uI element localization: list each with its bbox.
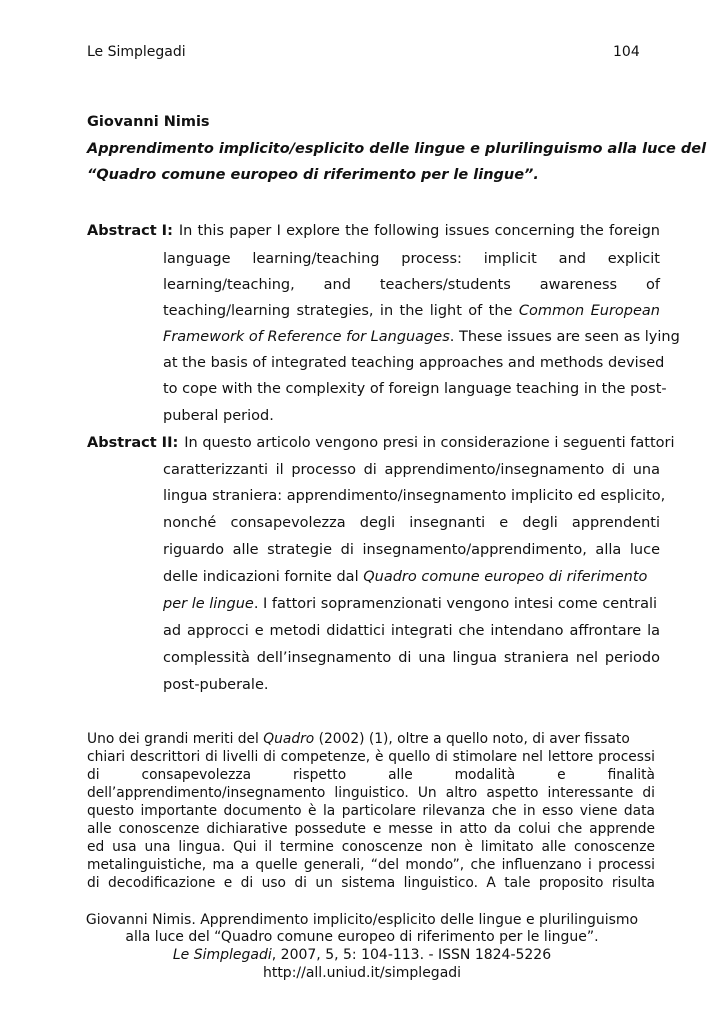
author-name: Giovanni Nimis [87, 114, 210, 130]
citation-journal: Le Simplegadi [172, 947, 272, 963]
body-line: dell’apprendimento/insegnamento linguistico. Un altro aspetto interessante di [87, 785, 655, 801]
title-line: “Quadro comune europeo di riferimento per le lingue”. [87, 167, 539, 183]
running-header-journal: Le Simplegadi [87, 44, 186, 60]
abstract-line: caratterizzanti il processo di apprendimento/insegnamento di una [163, 462, 660, 478]
citation-line: Giovanni Nimis. Apprendimento implicito/esplicito delle lingue e plurilinguismo [85, 912, 639, 928]
abstract-line: puberal period. [163, 408, 274, 424]
body-line: metalinguistiche, ma a quelle generali, “del mondo”, che influenzano i processi [87, 857, 655, 873]
abstract-line: In questo articolo vengono presi in considerazione i seguenti fattori [184, 435, 675, 451]
abstract-line: ad approcci e metodi didattici integrati che intendano affrontare la [163, 623, 660, 639]
page-number: 104 [613, 44, 640, 60]
journal-url-link[interactable]: http://all.uniud.it/simplegadi [262, 965, 462, 981]
abstract-line: nonché consapevolezza degli insegnanti e degli apprendenti [163, 515, 660, 531]
body-line: chiari descrittori di livelli di competenze, è quello di stimolare nel lettore processi [87, 749, 655, 765]
abstract-line: lingua straniera: apprendimento/insegnamento implicito ed esplicito, [163, 488, 666, 504]
body-line: ed usa una lingua. Qui il termine conoscenze non è limitato alle conoscenze [87, 839, 655, 855]
abstract-line: post-puberale. [163, 677, 269, 693]
abstract-line: at the basis of integrated teaching approaches and methods devised [163, 355, 665, 371]
abstract-label: Abstract I: [87, 223, 173, 239]
body-line: Uno dei grandi meriti del Quadro (2002) (1), oltre a quello noto, di aver fissato [87, 731, 630, 747]
abstract-line: learning/teaching, and teachers/students awareness of [163, 277, 660, 293]
abstract-line: teaching/learning strategies, in the light of the Common European [163, 303, 660, 319]
abstract-line: language learning/teaching process: implicit and explicit [163, 251, 660, 267]
abstract-line: delle indicazioni fornite dal Quadro comune europeo di riferimento [163, 569, 648, 585]
body-line: di consapevolezza rispetto alle modalità e finalità [87, 767, 655, 783]
citation-line: alla luce del “Quadro comune europeo di riferimento per le lingue”. [125, 929, 599, 945]
body-line: di decodificazione e di uso di un sistema linguistico. A tale proposito risulta [87, 875, 655, 891]
abstract-line: complessità dell’insegnamento di una lingua straniera nel periodo [163, 650, 660, 666]
citation-line: Le Simplegadi, 2007, 5, 5: 104-113. - ISSN 1824-5226 [172, 947, 552, 963]
title-line: Apprendimento implicito/esplicito delle lingue e plurilinguismo alla luce del [87, 141, 707, 157]
abstract-line: Framework of Reference for Languages. These issues are seen as lying [163, 329, 680, 345]
abstract-label: Abstract II: [87, 435, 179, 451]
abstract-line: to cope with the complexity of foreign language teaching in the post- [163, 381, 667, 397]
abstract-line: riguardo alle strategie di insegnamento/apprendimento, alla luce [163, 542, 660, 558]
abstract-line: per le lingue. I fattori sopramenzionati vengono intesi come centrali [163, 596, 658, 612]
body-line: questo importante documento è la particolare rilevanza che in esso viene data [87, 803, 655, 819]
abstract-line: In this paper I explore the following issues concerning the foreign [178, 223, 660, 239]
body-line: alle conoscenze dichiarative possedute e messe in atto da colui che apprende [87, 821, 655, 837]
